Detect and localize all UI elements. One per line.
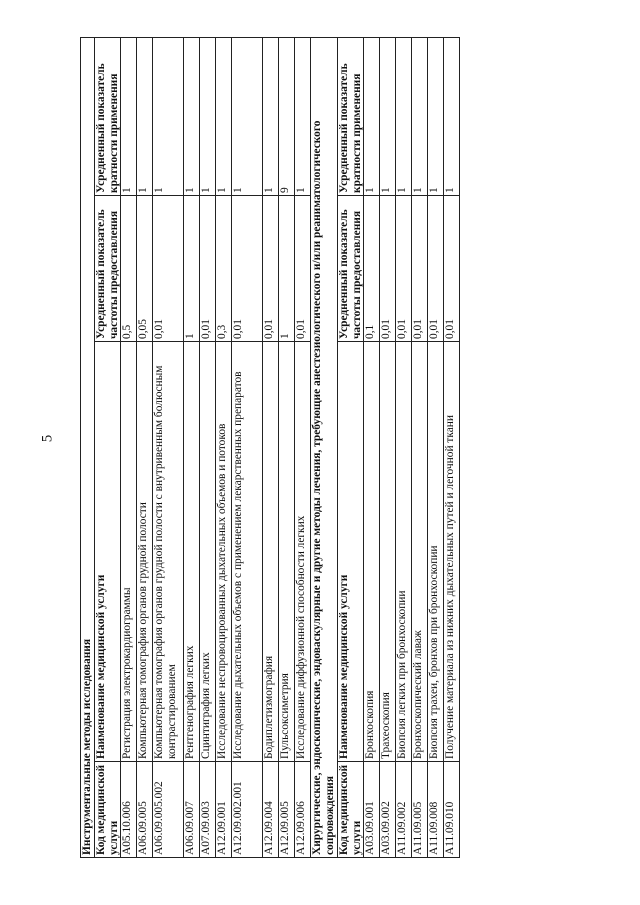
- header-name: Наименование медицинской услуги: [94, 342, 121, 762]
- table-header-row: [337, 37, 364, 857]
- header-frequency: Усредненный показатель частоты предоставления: [337, 196, 364, 342]
- service-code: A06.09.005.002: [153, 762, 184, 858]
- service-code: A11.09.002: [396, 762, 412, 858]
- service-frequency: 0,01: [200, 196, 216, 342]
- service-multiplicity: 9: [279, 37, 295, 195]
- service-code: A07.09.003: [200, 762, 216, 858]
- service-name: Компьютерная томография органов грудной полости с внутривенным болюсным контрастированием: [153, 342, 184, 762]
- table-row: [153, 37, 184, 857]
- service-name: Исследование диффузионной способности легких: [295, 342, 311, 762]
- section-title-row: [81, 37, 95, 857]
- service-frequency: 0,05: [137, 196, 153, 342]
- table-header-row: [94, 37, 121, 857]
- service-name: Биопсия трахеи, бронхов при бронхоскопии: [428, 342, 444, 762]
- section-title: Инструментальные методы исследования: [81, 37, 95, 857]
- header-name: Наименование медицинской услуги: [337, 342, 364, 762]
- table-row: [279, 37, 295, 857]
- table-row: [137, 37, 153, 857]
- service-frequency: 0,01: [428, 196, 444, 342]
- service-frequency: 1: [184, 196, 200, 342]
- service-code: A11.09.010: [444, 762, 460, 858]
- service-name: Биопсия легких при бронхоскопии: [396, 342, 412, 762]
- table-row: [184, 37, 200, 857]
- table-row: [444, 37, 460, 857]
- table-row: [216, 37, 232, 857]
- service-frequency: 0,01: [412, 196, 428, 342]
- service-code: A06.09.007: [184, 762, 200, 858]
- service-name: Трахеоскопия: [380, 342, 396, 762]
- service-name: Бодиплетизмография: [263, 342, 279, 762]
- service-frequency: 0,01: [444, 196, 460, 342]
- service-multiplicity: 1: [428, 37, 444, 195]
- service-frequency: 0,5: [121, 196, 137, 342]
- service-name: Бронхоскопия: [364, 342, 380, 762]
- service-frequency: 1: [279, 196, 295, 342]
- service-name: Исследование дыхательных объемов с применением лекарственных препаратов: [232, 342, 263, 762]
- header-code: Код медицинской услуги: [94, 762, 121, 858]
- header-multiplicity: Усредненный показатель кратности применения: [94, 37, 121, 195]
- service-name: Регистрация электрокардиограммы: [121, 342, 137, 762]
- service-multiplicity: 1: [216, 37, 232, 195]
- service-name: Сцинтиграфия легких: [200, 342, 216, 762]
- service-multiplicity: 1: [295, 37, 311, 195]
- service-multiplicity: 1: [412, 37, 428, 195]
- service-frequency: 0,01: [232, 196, 263, 342]
- service-multiplicity: 1: [153, 37, 184, 195]
- service-frequency: 0,1: [364, 196, 380, 342]
- service-code: A06.09.005: [137, 762, 153, 858]
- service-code: A03.09.002: [380, 762, 396, 858]
- service-frequency: 0,3: [216, 196, 232, 342]
- table-row: [232, 37, 263, 857]
- service-multiplicity: 1: [137, 37, 153, 195]
- header-code: Код медицинской услуги: [337, 762, 364, 858]
- service-name: Получение материала из нижних дыхательных путей и легочной ткани: [444, 342, 460, 762]
- service-multiplicity: 1: [232, 37, 263, 195]
- service-multiplicity: 1: [121, 37, 137, 195]
- table-row: [412, 37, 428, 857]
- service-name: Пульсоксиметрия: [279, 342, 295, 762]
- service-frequency: 0,01: [396, 196, 412, 342]
- table-row: [121, 37, 137, 857]
- service-frequency: 0,01: [263, 196, 279, 342]
- service-frequency: 0,01: [380, 196, 396, 342]
- service-multiplicity: 1: [263, 37, 279, 195]
- service-name: Исследование неспровоцированных дыхательных объемов и потоков: [216, 342, 232, 762]
- table-row: [380, 37, 396, 857]
- service-frequency: 0,01: [295, 196, 311, 342]
- service-code: A03.09.001: [364, 762, 380, 858]
- service-code: A12.09.004: [263, 762, 279, 858]
- section-title-row: [311, 37, 338, 857]
- section-title: Хирургические, эндоскопические, эндоваскулярные и другие методы лечения, требующие анестезиологического и/или реаниматологического сопровождения: [311, 37, 338, 857]
- service-multiplicity: 1: [364, 37, 380, 195]
- service-code: A12.09.001: [216, 762, 232, 858]
- rotated-page-content: [80, 38, 588, 858]
- table-row: [295, 37, 311, 857]
- header-frequency: Усредненный показатель частоты предоставления: [94, 196, 121, 342]
- page-number: 5: [39, 434, 56, 443]
- service-frequency: 0,01: [153, 196, 184, 342]
- service-code: A12.09.002.001: [232, 762, 263, 858]
- service-multiplicity: 1: [444, 37, 460, 195]
- header-multiplicity: Усредненный показатель кратности применения: [337, 37, 364, 195]
- service-multiplicity: 1: [200, 37, 216, 195]
- table-row: [396, 37, 412, 857]
- service-code: A12.09.005: [279, 762, 295, 858]
- service-name: Компьютерная томография органов грудной полости: [137, 342, 153, 762]
- service-name: Бронхоскопический лаваж: [412, 342, 428, 762]
- table-row: [364, 37, 380, 857]
- service-code: A12.09.006: [295, 762, 311, 858]
- service-multiplicity: 1: [380, 37, 396, 195]
- table-row: [428, 37, 444, 857]
- service-code: A05.10.006: [121, 762, 137, 858]
- service-code: A11.09.008: [428, 762, 444, 858]
- services-table: [80, 37, 460, 858]
- service-code: A11.09.005: [412, 762, 428, 858]
- service-multiplicity: 1: [396, 37, 412, 195]
- table-row: [263, 37, 279, 857]
- service-multiplicity: 1: [184, 37, 200, 195]
- service-name: Рентгенография легких: [184, 342, 200, 762]
- table-row: [200, 37, 216, 857]
